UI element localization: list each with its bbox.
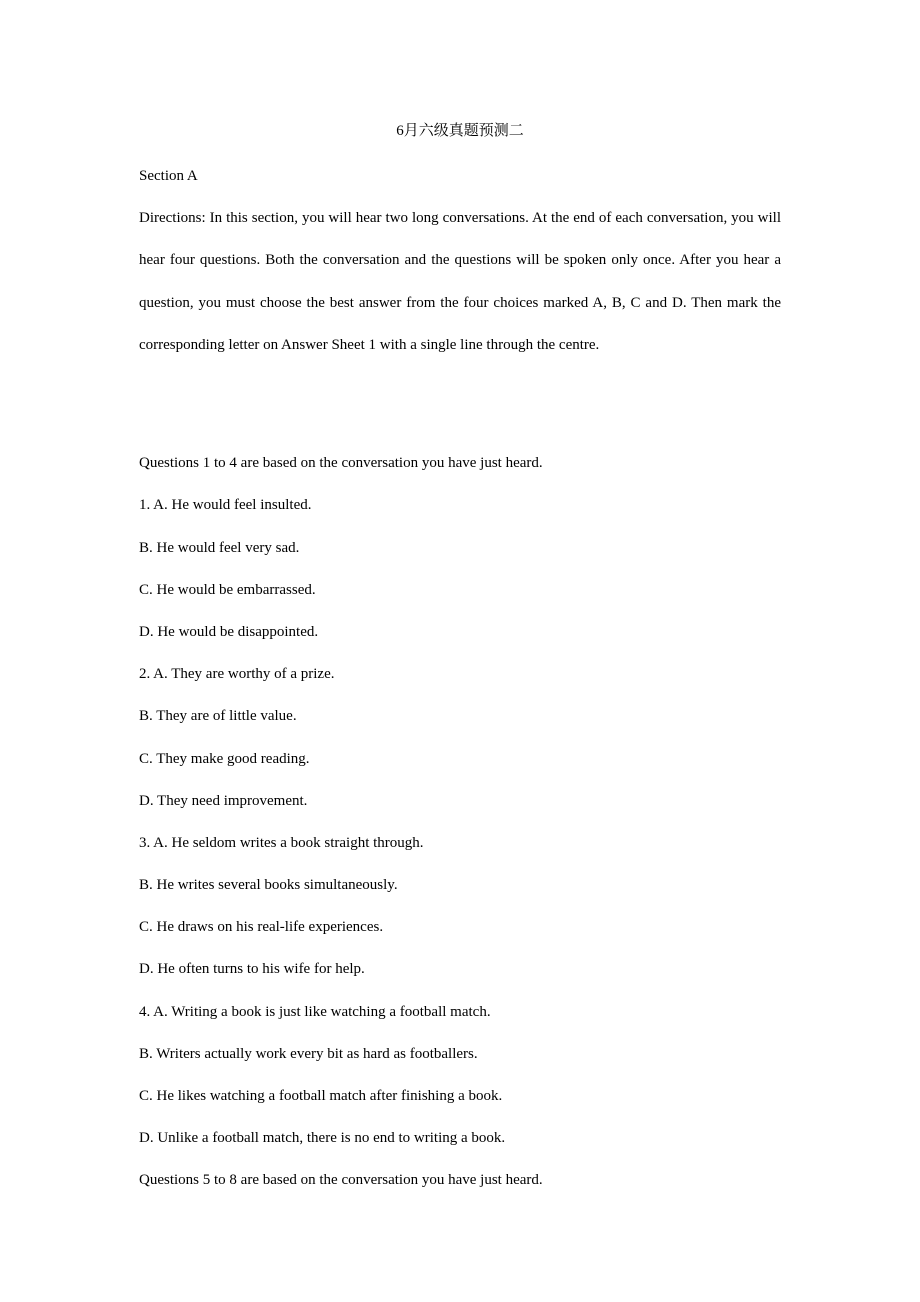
question-1-option-c: C. He would be embarrassed. <box>139 581 316 598</box>
directions-paragraph: Directions: In this section, you will hear two long conversations. At the end of each conversation, you will hear four questions. Both the conversation and the questions will be spoken only once. After you hear a question, you must choose the best answer from the four choices marked A, B, C and D. Then mark the corresponding letter on Answer Sheet 1 with a single line through the centre. <box>139 210 781 353</box>
question-1-option-d: D. He would be disappointed. <box>139 623 319 640</box>
question-1-option-a: 1. A. He would feel insulted. <box>139 497 312 514</box>
question-4-option-b: B. Writers actually work every bit as hard as footballers. <box>139 1045 478 1062</box>
questions-intro: Questions 1 to 4 are based on the conversation you have just heard. <box>139 455 543 472</box>
question-3-option-c: C. He draws on his real-life experiences. <box>139 919 384 936</box>
question-4-option-c: C. He likes watching a football match after finishing a book. <box>139 1088 503 1104</box>
question-3-option-b: B. He writes several books simultaneously. <box>139 877 398 894</box>
question-2-option-d: D. They need improvement. <box>139 792 308 809</box>
question-4-option-a: 4. A. Writing a book is just like watching a football match. <box>139 1003 491 1020</box>
question-2-option-b: B. They are of little value. <box>139 708 297 725</box>
question-2-option-c: C. They make good reading. <box>139 750 310 767</box>
questions-intro: Questions 5 to 8 are based on the conversation you have just heard. <box>139 1172 543 1189</box>
section-heading: Section A <box>139 168 198 184</box>
question-2-option-a: 2. A. They are worthy of a prize. <box>139 666 335 683</box>
page-title: 6月六级真题预测二 <box>396 123 524 139</box>
question-3-option-d: D. He often turns to his wife for help. <box>139 961 365 978</box>
question-1-option-b: B. He would feel very sad. <box>139 539 300 556</box>
question-4-option-d: D. Unlike a football match, there is no end to writing a book. <box>139 1130 506 1147</box>
document-body <box>139 165 781 1212</box>
question-3-option-a: 3. A. He seldom writes a book straight through. <box>139 834 424 851</box>
